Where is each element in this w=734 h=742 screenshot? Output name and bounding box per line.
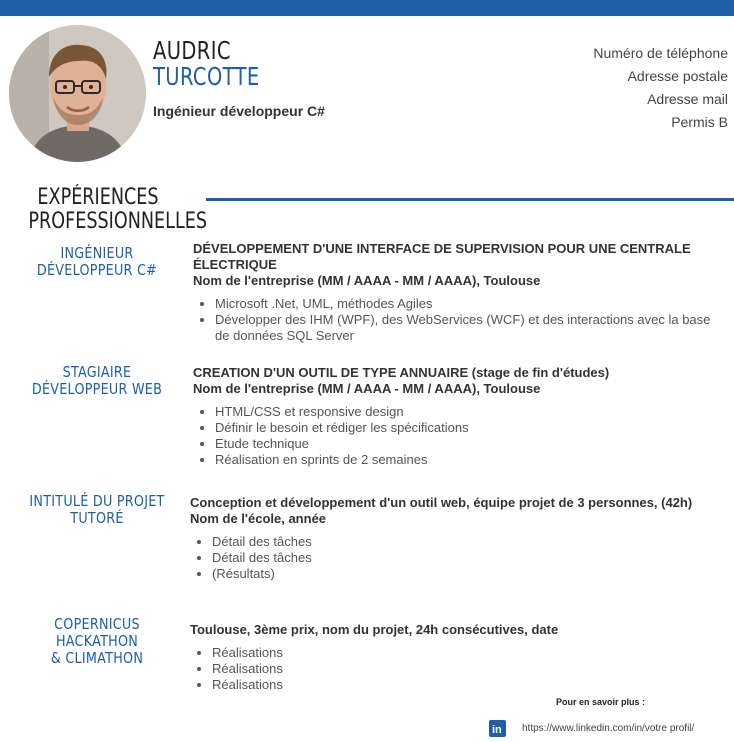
list-item: • HTML/CSS et responsive design (215, 404, 713, 420)
list-item: • (Résultats) (212, 566, 710, 582)
experience-list (193, 404, 713, 468)
list-item: • Etude technique (215, 436, 713, 452)
experience-role (21, 616, 172, 667)
contact-block (593, 42, 728, 134)
first-name: AUDRIC (153, 36, 231, 65)
experience-org: Nom de l'entreprise (MM / AAAA - MM / AAAA), Toulouse (193, 273, 541, 288)
contact-address: Adresse postale (627, 68, 728, 84)
list-item: • Microsoft .Net, UML, méthodes Agiles (215, 296, 713, 312)
role-line: INTITULÉ DU PROJET (29, 492, 165, 510)
experience-headline: DÉVELOPPEMENT D'UNE INTERFACE DE SUPERVISION POUR UNE CENTRALE ÉLECTRIQUE (193, 241, 691, 272)
experience-list (193, 296, 713, 344)
list-item: • Définir le besoin et rédiger les spécifications (215, 420, 713, 436)
list-item: • Détail des tâches (212, 550, 710, 566)
list-item: • Réalisations (212, 661, 710, 677)
experience-entry (190, 622, 710, 693)
profile-photo (9, 25, 146, 162)
more-info-label: Pour en savoir plus : (556, 697, 646, 707)
experience-entry (193, 241, 713, 344)
role-line: DÉVELOPPEUR C# (36, 261, 158, 279)
contact-email: Adresse mail (647, 91, 728, 107)
experience-headline: CREATION D'UN OUTIL DE TYPE ANNUAIRE (stage de fin d'études) (193, 365, 610, 380)
role-line: COPERNICUS HACKATHON (54, 615, 140, 650)
role-line: DÉVELOPPEUR WEB (31, 380, 163, 398)
job-title: Ingénieur développeur C# (153, 103, 325, 119)
last-name: TURCOTTE (153, 62, 260, 91)
section-title (28, 185, 208, 234)
section-divider (206, 198, 734, 201)
role-line: STAGIAIRE (62, 363, 132, 381)
experience-org: Nom de l'entreprise (MM / AAAA - MM / AAAA), Toulouse (193, 381, 541, 396)
contact-license: Permis B (671, 114, 728, 130)
experience-entry (193, 365, 713, 468)
top-accent-bar (0, 0, 734, 16)
experience-org: Nom de l'école, année (190, 511, 327, 526)
experience-list (190, 645, 710, 693)
linkedin-icon[interactable] (489, 720, 506, 737)
section-title-line2: PROFESSIONNELLES (28, 209, 208, 234)
experience-list (190, 534, 710, 582)
list-item: • Détail des tâches (212, 534, 710, 550)
list-item: • Réalisations (212, 645, 710, 661)
section-title-line1: EXPÉRIENCES (37, 185, 159, 210)
role-line: INGÉNIEUR (60, 244, 134, 262)
linkedin-url-link[interactable]: https://www.linkedin.com/in/votre profil/ (522, 723, 695, 734)
list-item: • Développer des IHM (WPF), des WebServices (WCF) et des interactions avec la base de données SQL Server (215, 312, 713, 344)
experience-entry (190, 495, 710, 582)
experience-headline: Toulouse, 3ème prix, nom du projet, 24h consécutives, date (190, 622, 559, 637)
experience-role (21, 364, 172, 398)
experience-role (21, 245, 172, 279)
role-line: TUTORÉ (70, 509, 124, 527)
role-line: & CLIMATHON (50, 649, 144, 667)
experience-role (21, 493, 172, 527)
list-item: • Réalisation en sprints de 2 semaines (215, 452, 713, 468)
list-item: • Réalisations (212, 677, 710, 693)
experience-headline: Conception et développement d'un outil web, équipe projet de 3 personnes, (42h) (190, 495, 693, 510)
contact-phone: Numéro de téléphone (593, 45, 728, 61)
svg-text:in: in (492, 724, 502, 736)
